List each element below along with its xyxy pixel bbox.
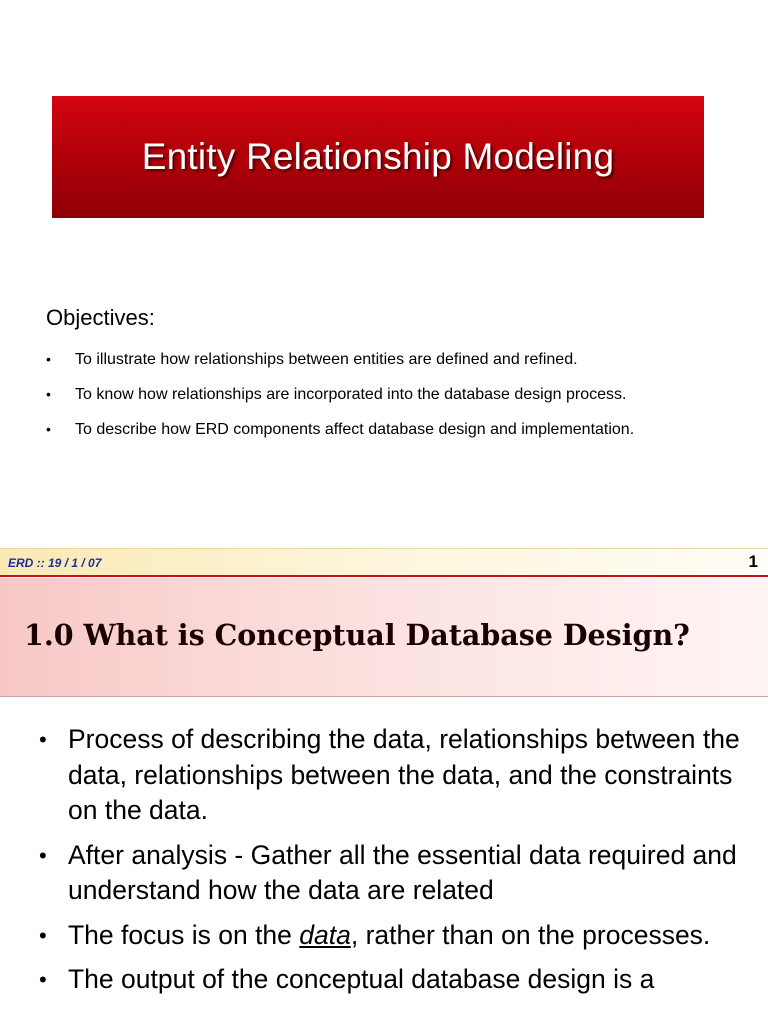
bullet-icon: •	[39, 842, 47, 868]
content-bullet-text	[68, 920, 710, 950]
footer-date-label: ERD :: 19 / 1 / 07	[8, 556, 102, 570]
content-bullet	[38, 838, 748, 909]
objectives-list	[44, 342, 724, 447]
slide-2-header	[0, 578, 768, 697]
text-segment: The focus is on the	[68, 919, 300, 950]
bullet-icon: •	[46, 386, 51, 402]
content-bullet-text: Process of describing the data, relationships between the data, relationships between the data, and the constraints on the data.	[68, 724, 740, 825]
slide-2-bullets	[38, 722, 748, 1007]
objective-text: To know how relationships are incorporated into the database design process.	[75, 386, 627, 403]
slide-title: Entity Relationship Modeling	[141, 136, 615, 177]
objective-item	[44, 342, 724, 377]
objective-item	[44, 412, 724, 447]
content-bullet-text: The output of the conceptual database design is a	[68, 964, 655, 994]
objective-text: To describe how ERD components affect database design and implementation.	[75, 421, 635, 438]
content-bullet	[38, 722, 748, 829]
title-banner	[52, 96, 704, 218]
slide-footer	[0, 548, 768, 577]
content-bullet	[38, 962, 748, 998]
objective-text: To illustrate how relationships between entities are defined and refined.	[75, 351, 578, 368]
objectives-heading: Objectives:	[46, 305, 155, 330]
objective-item	[44, 377, 724, 412]
emphasized-data-word: data	[299, 919, 351, 950]
bullet-icon: •	[39, 727, 47, 752]
bullet-icon: •	[39, 922, 47, 948]
text-segment: , rather than on the processes.	[350, 919, 711, 950]
content-bullet	[38, 918, 748, 954]
bullet-icon: •	[39, 967, 47, 992]
slide-2-heading: 1.0 What is Conceptual Database Design?	[24, 618, 690, 652]
page-number: 1	[748, 552, 758, 571]
content-bullet-text: After analysis - Gather all the essential data required and understand how the data are related	[68, 839, 737, 905]
bullet-icon: •	[46, 351, 51, 367]
bullet-icon: •	[46, 421, 51, 437]
